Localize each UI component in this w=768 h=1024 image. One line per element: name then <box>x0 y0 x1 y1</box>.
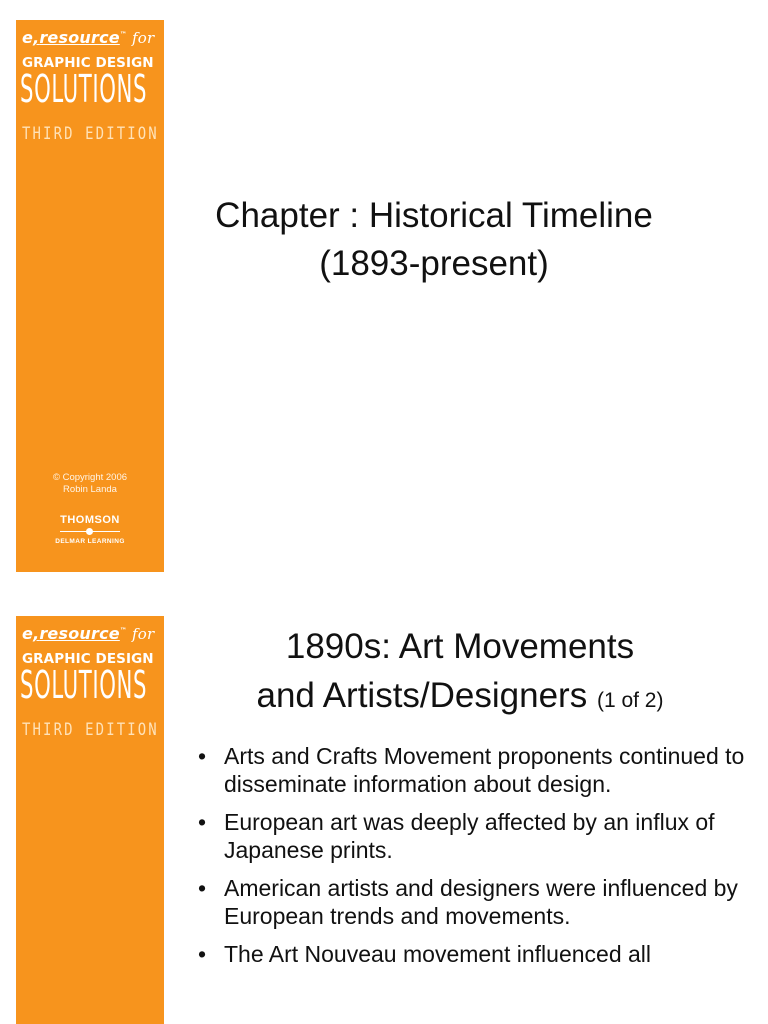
eresource-logo: e,resource™ for <box>22 624 155 643</box>
copyright-line: © Copyright 2006 <box>52 472 128 483</box>
list-item <box>196 940 756 968</box>
publisher-rule-dot-icon <box>86 528 93 535</box>
bullet-list <box>196 742 756 978</box>
book-edition: THIRD EDITION <box>22 720 159 740</box>
bullet-marker: • <box>198 875 207 901</box>
publisher-logo: THOMSON <box>60 514 120 526</box>
slide-title-line2-text: and Artists/Designers <box>256 676 588 715</box>
chapter-title <box>164 192 704 288</box>
copyright-author: Robin Landa <box>63 484 117 495</box>
slide-title-line1: 1890s: Art Movements <box>285 627 635 666</box>
book-title-line2: SOLUTIONS <box>20 663 148 707</box>
eresource-logo: e,resource™ for <box>22 28 155 47</box>
bullet-marker: • <box>198 743 207 769</box>
chapter-title-line2: (1893-present) <box>319 244 549 283</box>
book-cover-sidebar <box>16 20 164 572</box>
list-item-text: Arts and Crafts Movement proponents continued to disseminate information about design. <box>224 743 745 797</box>
list-item <box>196 808 756 864</box>
slide-title <box>180 622 740 725</box>
book-edition: THIRD EDITION <box>22 124 159 144</box>
slide-title-suffix: (1 of 2) <box>596 689 664 712</box>
book-title-line2: SOLUTIONS <box>20 67 148 111</box>
bullet-marker: • <box>198 941 207 967</box>
slide-title-line2 <box>180 671 740 725</box>
book-cover-sidebar <box>16 616 164 1024</box>
slide-1890s-art-movements <box>0 600 768 1024</box>
copyright-notice <box>16 472 164 496</box>
chapter-title-line1: Chapter : Historical Timeline <box>215 196 653 235</box>
imprint-logo: DELMAR LEARNING <box>55 538 125 545</box>
list-item <box>196 874 756 930</box>
list-item-text: The Art Nouveau movement influenced all <box>224 941 652 967</box>
book-title-line1: GRAPHIC DESIGN <box>22 651 154 667</box>
bullet-marker: • <box>198 809 207 835</box>
list-item-text: European art was deeply affected by an influx of Japanese prints. <box>224 809 715 863</box>
book-title-line1: GRAPHIC DESIGN <box>22 55 154 71</box>
list-item-text: American artists and designers were influenced by European trends and movements. <box>224 875 738 929</box>
list-item <box>196 742 756 798</box>
